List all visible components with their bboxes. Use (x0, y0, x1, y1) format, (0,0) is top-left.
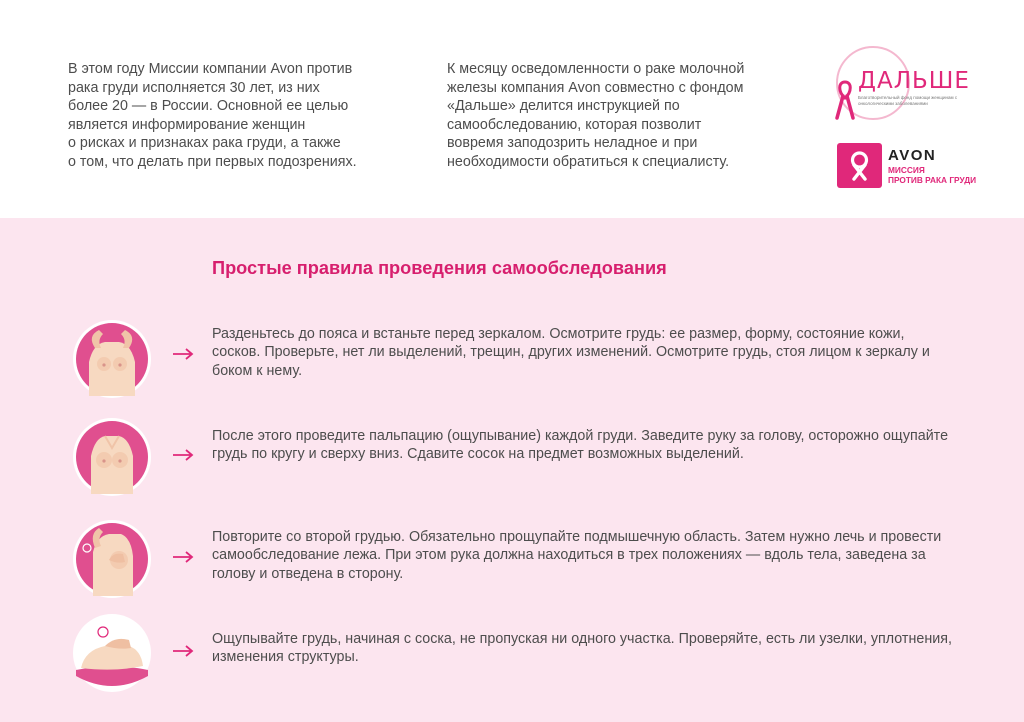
step-1 (0, 318, 1024, 398)
step-text: Ощупывайте грудь, начиная с соска, не пропуская ни одного участка. Проверяйте, есть ли узелки, уплотнения, изменения структуры. (212, 631, 952, 666)
step-3 (0, 518, 1024, 598)
dalshe-name: ДАЛЬШЕ (858, 68, 970, 94)
intro-section (0, 0, 1024, 218)
arrow-right-icon (172, 645, 194, 657)
palpation-icon (75, 420, 149, 494)
avon-mission (888, 166, 976, 185)
dalshe-logo (832, 44, 972, 124)
avon-logo (837, 143, 987, 189)
arrow-right-icon (172, 449, 194, 461)
intro-right (447, 60, 792, 172)
step-text: Разденьтесь до пояса и встаньте перед зеркалом. Осмотрите грудь: ее размер, форму, состояние кожи, сосков. Проверьте, нет ли выделений, трещин, других изменений. Осмотрите грудь, стоя лицом к зеркалу и боком к нему. (212, 326, 930, 379)
avon-badge (837, 143, 882, 188)
mirror-exam-icon (75, 322, 149, 396)
second-breast-icon (75, 522, 149, 596)
intro-left-text: В этом году Миссии компании Avon против рака груди исполняется 30 лет, из них более 20 — в России. Основной ее целью является информирование женщин о рисках и признаках рака груди, а также о том, что делать при первых подозрениях. (68, 61, 357, 170)
intro-right-text: К месяцу осведомленности о раке молочной железы компания Avon совместно с фондом «Дальше» делится инструкцией по самообследованию, которая позволит вовремя заподозрить неладное и при необходимости обратиться к специалисту. (447, 61, 745, 170)
step-4 (0, 616, 1024, 696)
avon-mission-line2: ПРОТИВ РАКА ГРУДИ (888, 174, 977, 185)
dalshe-subtitle: Благотворительный фонд помощи женщинам с онкологическими заболеваниями (858, 95, 958, 106)
arrow-right-icon (172, 551, 194, 563)
avon-mission-line1: МИССИЯ (888, 165, 925, 175)
avon-brand: AVON (888, 147, 937, 164)
step-2 (0, 418, 1024, 498)
ribbon-badge-icon (837, 143, 882, 188)
section-heading: Простые правила проведения самообследования (212, 258, 667, 278)
intro-left (68, 60, 408, 172)
lying-exam-icon (75, 616, 149, 690)
pink-ribbon-icon (834, 80, 856, 120)
instructions-section (0, 218, 1024, 722)
arrow-right-icon (172, 348, 194, 360)
step-text: Повторите со второй грудью. Обязательно прощупайте подмышечную область. Затем нужно лечь и провести самообследование лежа. При этом рука должна находиться в трех положениях — вдоль тела, заведена за голову и отведена в сторону. (212, 529, 942, 582)
step-text: После этого проведите пальпацию (ощупывание) каждой груди. Заведите руку за голову, осторожно ощупайте грудь по кругу и сверху вниз. Сдавите сосок на предмет возможных выделений. (212, 428, 949, 463)
